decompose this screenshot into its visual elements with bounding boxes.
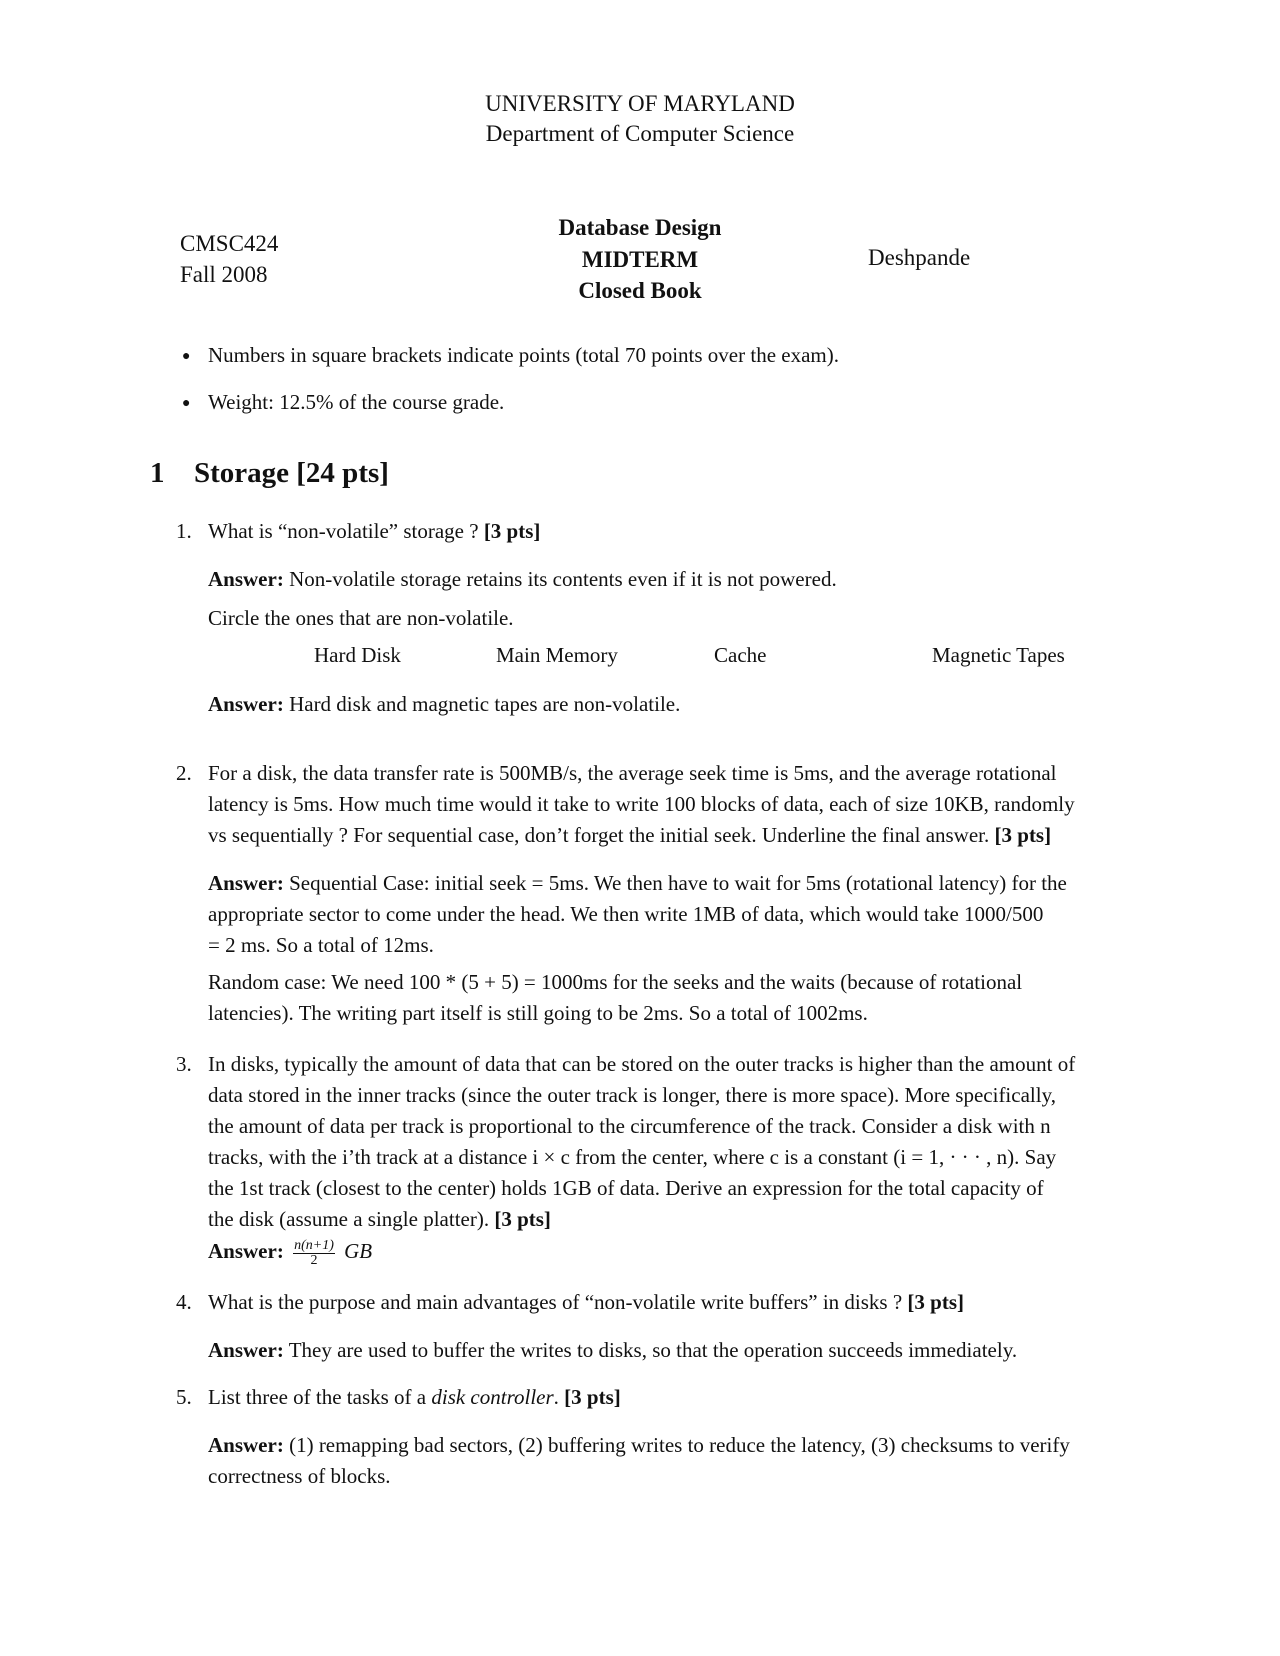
question-line: latency is 5ms. How much time would it take to write 100 blocks of data, each of size 10KB, randomly	[208, 792, 1075, 816]
answer-label: Answer:	[208, 1338, 284, 1362]
exam-name: MIDTERM	[581, 247, 699, 272]
option-magnetic-tapes: Magnetic Tapes	[932, 643, 1065, 667]
question-text-em: disk controller	[431, 1385, 554, 1409]
points-label: [3 pts]	[483, 519, 541, 543]
question-line: tracks, with the i’th track at a distance i × c from the center, where c is a constant (i = 1, · · · , n). Say	[208, 1145, 1057, 1169]
question-number: 4.	[176, 1290, 192, 1314]
question-3-text	[208, 1049, 1132, 1235]
fraction-numerator: n(n+1)	[294, 1237, 334, 1253]
answer-line: Random case: We need 100 * (5 + 5) = 1000ms for the seeks and the waits (because of rotational	[208, 970, 1023, 994]
answer-line: Sequential Case: initial seek = 5ms. We then have to wait for 5ms (rotational latency) for the	[289, 871, 1067, 895]
question-line: the amount of data per track is proportional to the circumference of the track. Consider a disk with n	[208, 1114, 1051, 1138]
answer-label: Answer:	[208, 1433, 284, 1457]
section-number: 1	[150, 457, 165, 489]
question-3-answer	[208, 1236, 372, 1268]
question-number: 3.	[176, 1052, 192, 1076]
answer-label: Answer:	[208, 567, 284, 591]
department-name: Department of Computer Science	[485, 121, 795, 146]
question-4-text	[208, 1287, 964, 1318]
university-name: UNIVERSITY OF MARYLAND	[485, 91, 795, 116]
answer-label: Answer:	[208, 871, 284, 895]
question-line: the disk (assume a single platter).	[208, 1207, 490, 1231]
instructor-name: Deshpande	[868, 245, 971, 270]
option-main-memory: Main Memory	[496, 643, 618, 667]
bullet-weight-note: Weight: 12.5% of the course grade.	[208, 390, 505, 414]
answer-text: They are used to buffer the writes to disks, so that the operation succeeds immediately.	[288, 1338, 1018, 1362]
question-line-last	[208, 820, 1132, 851]
answer-label: Answer:	[208, 1239, 284, 1263]
question-1-answer-2	[208, 689, 680, 720]
points-label: [3 pts]	[564, 1385, 621, 1409]
question-2-answer	[208, 868, 1132, 961]
question-line: data stored in the inner tracks (since the outer track is longer, there is more space). More specifically,	[208, 1083, 1056, 1107]
fraction-denominator: 2	[310, 1252, 318, 1268]
points-label: [3 pts]	[494, 1207, 551, 1231]
question-number: 2.	[176, 761, 192, 785]
answer-line: (1) remapping bad sectors, (2) buffering writes to reduce the latency, (3) checksums to verify	[289, 1433, 1070, 1457]
question-1-text	[208, 516, 540, 547]
points-label: [3 pts]	[994, 823, 1052, 847]
answer-label: Answer:	[208, 692, 284, 716]
answer-line: correctness of blocks.	[208, 1464, 391, 1488]
question-line: For a disk, the data transfer rate is 500MB/s, the average seek time is 5ms, and the average rotational	[208, 761, 1057, 785]
bullet-icon: ●	[182, 349, 191, 364]
question-text: What is “non-volatile” storage ?	[208, 519, 479, 543]
option-hard-disk: Hard Disk	[314, 643, 401, 667]
question-2-random-case	[208, 967, 1132, 1029]
question-number: 5.	[176, 1385, 192, 1409]
question-number: 1.	[176, 519, 192, 543]
question-text-pre: List three of the tasks of a	[208, 1385, 432, 1409]
question-text: What is the purpose and main advantages of “non-volatile write buffers” in disks ?	[208, 1290, 903, 1314]
question-2-text	[208, 758, 1132, 851]
points-label: [3 pts]	[907, 1290, 965, 1314]
question-text-post: .	[553, 1385, 559, 1409]
course-title: Database Design	[558, 215, 722, 240]
question-line: In disks, typically the amount of data that can be stored on the outer tracks is higher than the amount of	[208, 1052, 1076, 1076]
answer-text: Hard disk and magnetic tapes are non-volatile.	[289, 692, 681, 716]
question-1-answer	[208, 564, 837, 595]
bullet-icon: ●	[182, 396, 191, 411]
question-line: the 1st track (closest to the center) holds 1GB of data. Derive an expression for the total capacity of	[208, 1176, 1044, 1200]
bullet-points-note: Numbers in square brackets indicate points (total 70 points over the exam).	[208, 343, 839, 367]
circle-prompt: Circle the ones that are non-volatile.	[208, 606, 514, 630]
question-4-answer	[208, 1335, 1017, 1366]
option-cache: Cache	[714, 643, 767, 667]
course-code: CMSC424	[180, 231, 279, 256]
section-title: Storage [24 pts]	[194, 457, 389, 489]
course-term: Fall 2008	[180, 262, 268, 287]
answer-line: latencies). The writing part itself is still going to be 2ms. So a total of 1002ms.	[208, 1001, 868, 1025]
answer-unit: GB	[344, 1239, 373, 1263]
answer-line: appropriate sector to come under the head. We then write 1MB of data, which would take 1000/500	[208, 902, 1044, 926]
question-5-answer	[208, 1430, 1132, 1492]
question-line: vs sequentially ? For sequential case, don’t forget the initial seek. Underline the final answer.	[208, 823, 990, 847]
answer-text: Non-volatile storage retains its contents even if it is not powered.	[289, 567, 837, 591]
question-5-text	[208, 1382, 621, 1413]
answer-fraction	[293, 1239, 335, 1268]
answer-line: = 2 ms. So a total of 12ms.	[208, 933, 434, 957]
exam-mode: Closed Book	[578, 278, 702, 303]
